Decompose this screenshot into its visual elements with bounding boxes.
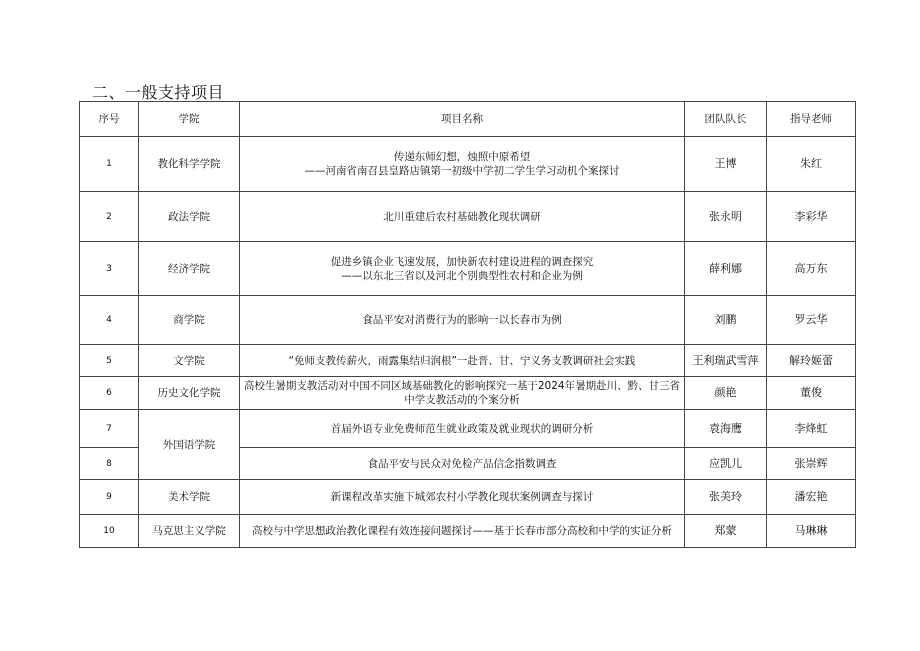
row-project <box>240 192 685 242</box>
header-advisor: 指导老师 <box>767 102 856 137</box>
row-no: 8 <box>80 448 139 480</box>
row-project <box>240 515 685 548</box>
row-advisor: 解玲姬蕾 <box>767 345 856 377</box>
header-leader: 团队队长 <box>685 102 767 137</box>
row-no: 7 <box>80 410 139 448</box>
section-heading: 二、一般支持项目 <box>92 83 225 102</box>
row-college: 文学院 <box>139 345 240 377</box>
row-no: 10 <box>80 515 139 548</box>
row-advisor: 李彩华 <box>767 192 856 242</box>
row-project <box>240 480 685 515</box>
table-row <box>80 345 856 377</box>
row-project <box>240 448 685 480</box>
table-row <box>80 377 856 410</box>
table-row <box>80 137 856 192</box>
row-no: 2 <box>80 192 139 242</box>
project-title: 北川重建后农村基础教化现状调研 <box>383 210 541 223</box>
row-college: 外国语学院 <box>139 410 240 480</box>
row-advisor: 张崇辉 <box>767 448 856 480</box>
project-title: 促进乡镇企业飞速发展，加快新农村建设进程的调查探究 <box>330 255 594 268</box>
row-project <box>240 345 685 377</box>
table-row <box>80 192 856 242</box>
row-leader: 王利瑞武雪萍 <box>685 345 767 377</box>
project-title: “免师支教传薪火，雨露集结归润根”一赴晋、甘、宁义务支教调研社会实践 <box>288 354 636 367</box>
row-project <box>240 296 685 345</box>
row-leader: 颜艳 <box>685 377 767 410</box>
row-advisor: 董俊 <box>767 377 856 410</box>
row-project <box>240 410 685 448</box>
table-row <box>80 410 856 448</box>
row-advisor: 李烽虹 <box>767 410 856 448</box>
row-no: 4 <box>80 296 139 345</box>
project-title: 食品平安与民众对免检产品信念指数调查 <box>367 457 557 470</box>
table-row <box>80 296 856 345</box>
row-leader: 薛利娜 <box>685 242 767 296</box>
project-subtitle: ——以东北三省以及河北个别典型性农村和企业为例 <box>341 269 583 282</box>
project-table <box>79 101 856 548</box>
row-leader: 应凯儿 <box>685 448 767 480</box>
row-college: 教化科学学院 <box>139 137 240 192</box>
row-leader: 刘鹏 <box>685 296 767 345</box>
table-row <box>80 242 856 296</box>
row-advisor: 马琳琳 <box>767 515 856 548</box>
project-subtitle: ——河南省南召县皇路店镇第一初级中学初二学生学习动机个案探讨 <box>304 165 620 177</box>
table-row <box>80 480 856 515</box>
project-title: 食品平安对消费行为的影响一以长春市为例 <box>362 314 562 326</box>
row-leader: 王博 <box>685 137 767 192</box>
project-title: 高校与中学思想政治教化课程有效连接问题探讨——基于长春市部分高校和中学的实证分析 <box>252 525 672 537</box>
row-leader: 张美玲 <box>685 480 767 515</box>
row-college: 经济学院 <box>139 242 240 296</box>
row-project <box>240 242 685 296</box>
row-college: 政法学院 <box>139 192 240 242</box>
row-leader: 郑蒙 <box>685 515 767 548</box>
project-title: 高校生暑期支教活动对中国不同区域基础教化的影响探究一基于2024年暑期赴川、黔、甘三省中学支教活动的个案分析 <box>243 380 681 406</box>
header-project: 项目名称 <box>240 102 685 137</box>
row-college: 历史文化学院 <box>139 377 240 410</box>
row-leader: 袁海鹰 <box>685 410 767 448</box>
row-college: 商学院 <box>139 296 240 345</box>
row-no: 1 <box>80 137 139 192</box>
row-no: 9 <box>80 480 139 515</box>
row-college: 马克思主义学院 <box>139 515 240 548</box>
row-no: 3 <box>80 242 139 296</box>
row-project <box>240 377 685 410</box>
row-advisor: 高万东 <box>767 242 856 296</box>
project-title: 首届外语专业免费师范生就业政策及就业现状的调研分析 <box>330 422 594 435</box>
row-no: 5 <box>80 345 139 377</box>
row-advisor: 罗云华 <box>767 296 856 345</box>
header-no: 序号 <box>80 102 139 137</box>
row-advisor: 朱红 <box>767 137 856 192</box>
header-college: 学院 <box>139 102 240 137</box>
header-row <box>80 102 856 137</box>
row-no: 6 <box>80 377 139 410</box>
project-title: 传递东师幻想，烛照中原希望 <box>393 151 531 163</box>
row-advisor: 潘宏艳 <box>767 480 856 515</box>
row-college: 美术学院 <box>139 480 240 515</box>
row-project <box>240 137 685 192</box>
project-title: 新课程改革实施下城郊农村小学教化现状案例调查与探讨 <box>330 491 594 503</box>
row-leader: 张永明 <box>685 192 767 242</box>
table-row <box>80 515 856 548</box>
